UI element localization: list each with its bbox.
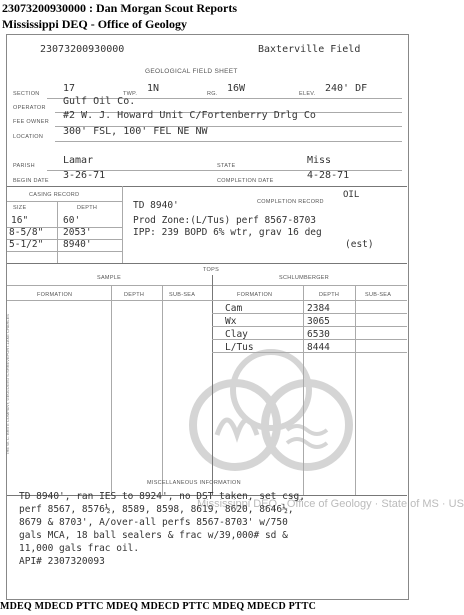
top-formation: L/Tus bbox=[225, 342, 254, 353]
sample-depth-header: DEPTH bbox=[124, 292, 145, 298]
sheet-title: GEOLOGICAL FIELD SHEET bbox=[145, 68, 238, 75]
sample-formation-header: FORMATION bbox=[37, 292, 73, 298]
twp-value: 1N bbox=[147, 83, 160, 94]
report-title: 23073200930000 : Dan Morgan Scout Reports bbox=[2, 1, 237, 15]
schlumberger-title: SCHLUMBERGER bbox=[279, 275, 330, 281]
casing-depth: 8940' bbox=[63, 239, 92, 250]
rg-label: RG. bbox=[207, 91, 218, 97]
misc-line: gals MCA, 18 ball sealers & frac w/39,000# sd & bbox=[19, 530, 288, 541]
misc-line: perf 8567, 8576½, 8589, 8598, 8619, 8620, 8646½, bbox=[19, 504, 294, 515]
schlum-formation-header: FORMATION bbox=[237, 292, 273, 298]
geological-field-sheet bbox=[5, 34, 464, 600]
state-value: Miss bbox=[307, 155, 332, 166]
fee-owner-value: #2 W. J. Howard Unit C/Fortenberry Drlg Co bbox=[63, 110, 316, 121]
casing-depth: 2053' bbox=[63, 227, 92, 238]
section-value: 17 bbox=[63, 83, 76, 94]
footer-agencies: MDEQ MDECD PTTC MDEQ MDECD PTTC MDEQ MDECD PTTC bbox=[0, 601, 317, 612]
api-number-top: 23073200930000 bbox=[40, 44, 125, 55]
top-depth: 8444 bbox=[307, 342, 330, 353]
sample-subsea-header: SUB-SEA bbox=[169, 292, 196, 298]
casing-size: 5-1/2" bbox=[9, 239, 44, 250]
begin-date-label: BEGIN DATE bbox=[13, 178, 49, 184]
elev-label: ELEV. bbox=[299, 91, 316, 97]
schlum-subsea-header: SUB-SEA bbox=[365, 292, 392, 298]
casing-depth: 60' bbox=[63, 215, 81, 226]
casing-depth-header: DEPTH bbox=[77, 205, 98, 211]
sample-title: SAMPLE bbox=[97, 275, 122, 281]
casing-size-header: SIZE bbox=[13, 205, 27, 211]
field-name: Baxterville Field bbox=[258, 44, 361, 55]
completion-line: TD 8940' bbox=[133, 200, 179, 211]
rg-value: 16W bbox=[227, 83, 246, 94]
top-formation: Clay bbox=[225, 329, 248, 340]
printer-imprint: THE W. C. BRITE COMPANY, GEOLOGISTS-SHREVEPORT-LAKE CHARLES bbox=[5, 314, 10, 455]
misc-line: 8679 & 8703', A/over-all perfs 8567-8703' w/750 bbox=[19, 517, 288, 528]
misc-line: 11,000 gals frac oil. bbox=[19, 543, 140, 554]
location-value: 300' FSL, 100' FEL NE NW bbox=[63, 126, 208, 137]
schlum-depth-header: DEPTH bbox=[319, 292, 340, 298]
section-label: SECTION bbox=[13, 91, 40, 97]
parish-value: Lamar bbox=[63, 155, 94, 166]
elev-value: 240' DF bbox=[325, 83, 368, 94]
top-formation: Cam bbox=[225, 303, 243, 314]
fee-owner-label: FEE OWNER bbox=[13, 119, 50, 125]
agency-subtitle: Mississippi DEQ - Office of Geology bbox=[2, 17, 187, 31]
state-label: STATE bbox=[217, 163, 236, 169]
completion-record-title: COMPLETION RECORD bbox=[257, 199, 324, 205]
location-label: LOCATION bbox=[13, 134, 44, 140]
completion-date-value: 4-28-71 bbox=[307, 170, 350, 181]
operator-label: OPERATOR bbox=[13, 105, 46, 111]
begin-date-value: 3-26-71 bbox=[63, 170, 106, 181]
misc-line: TD 8940', ran IES to 8924', no DST taken, set csg, bbox=[19, 491, 305, 502]
completion-date-label: COMPLETION DATE bbox=[217, 178, 274, 184]
top-formation: Wx bbox=[225, 316, 237, 327]
completion-line: IPP: 239 BOPD 6% wtr, grav 16 deg bbox=[133, 227, 322, 238]
tops-title: TOPS bbox=[203, 267, 220, 273]
casing-size: 8-5/8" bbox=[9, 227, 44, 238]
api-number: API# 2307320093 bbox=[19, 556, 105, 567]
operator-value: Gulf Oil Co. bbox=[63, 96, 136, 107]
top-depth: 3065 bbox=[307, 316, 330, 327]
casing-record-title: CASING RECORD bbox=[29, 192, 80, 198]
watermark-text: Mississippi DEQ · Office of Geology · State of MS · US bbox=[197, 498, 464, 510]
top-depth: 2384 bbox=[307, 303, 330, 314]
completion-line: Prod Zone:(L/Tus) perf 8567-8703 bbox=[133, 215, 317, 226]
misc-info-title: MISCELLANEOUS INFORMATION bbox=[147, 480, 241, 486]
top-depth: 6530 bbox=[307, 329, 330, 340]
completion-line: (est) bbox=[345, 239, 374, 250]
well-type: OIL bbox=[343, 190, 360, 200]
twp-label: TWP. bbox=[123, 91, 138, 97]
casing-size: 16" bbox=[11, 215, 29, 226]
parish-label: PARISH bbox=[13, 163, 35, 169]
